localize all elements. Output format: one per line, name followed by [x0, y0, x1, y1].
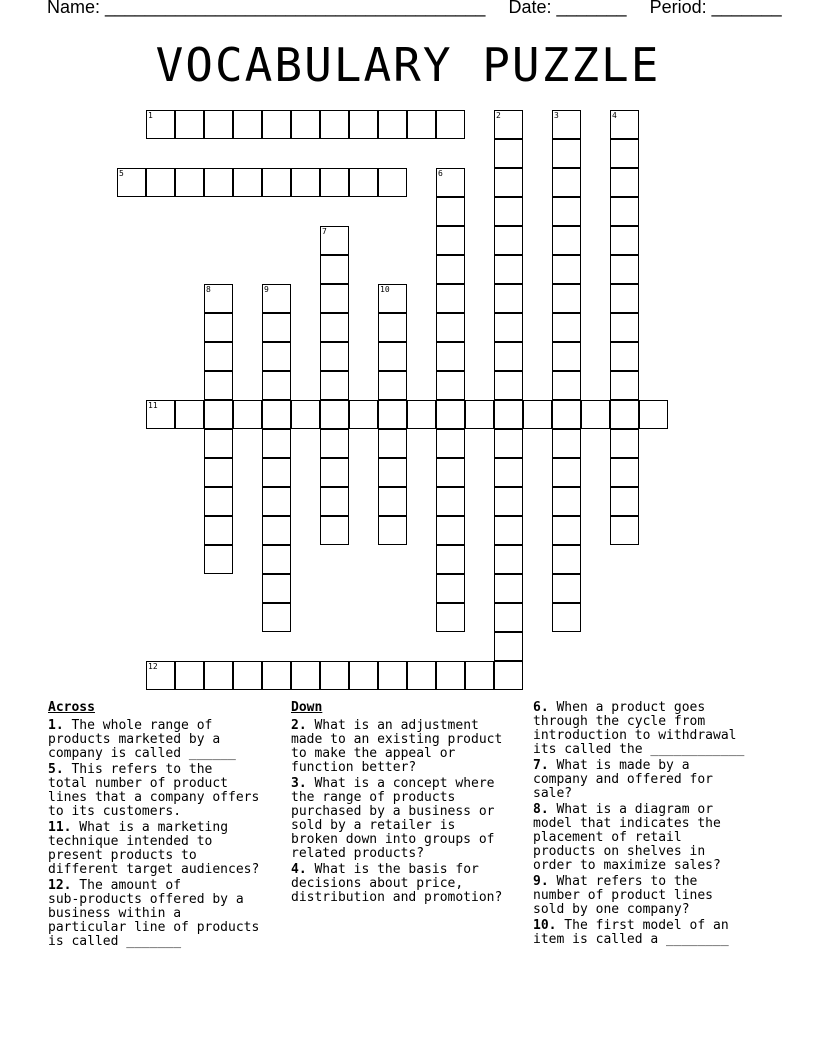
down-clue: [533, 759, 773, 801]
grid-cell[interactable]: [436, 400, 465, 429]
clue-number: 5: [119, 169, 124, 178]
grid-cell[interactable]: [378, 429, 407, 458]
grid-cell[interactable]: [610, 516, 639, 545]
grid-cell[interactable]: [349, 400, 378, 429]
grid-cell[interactable]: [552, 226, 581, 255]
page-title: VOCABULARY PUZZLE: [155, 38, 661, 92]
grid-cell[interactable]: [204, 168, 233, 197]
grid-cell[interactable]: [233, 661, 262, 690]
grid-cell[interactable]: [494, 371, 523, 400]
grid-cell[interactable]: [552, 603, 581, 632]
grid-cell[interactable]: [262, 545, 291, 574]
grid-cell[interactable]: [494, 139, 523, 168]
grid-cell[interactable]: [436, 429, 465, 458]
grid-cell[interactable]: [552, 168, 581, 197]
grid-cell[interactable]: [436, 458, 465, 487]
grid-cell[interactable]: [436, 197, 465, 226]
grid-cell[interactable]: [320, 284, 349, 313]
grid-cell[interactable]: [523, 400, 552, 429]
grid-cell[interactable]: [552, 458, 581, 487]
grid-cell[interactable]: [407, 110, 436, 139]
grid-cell[interactable]: [552, 255, 581, 284]
grid-cell[interactable]: [320, 313, 349, 342]
grid-cell[interactable]: [494, 429, 523, 458]
grid-cell[interactable]: [320, 110, 349, 139]
grid-cell[interactable]: [291, 168, 320, 197]
grid-cell[interactable]: [494, 226, 523, 255]
grid-cell[interactable]: [378, 458, 407, 487]
grid-cell[interactable]: [262, 429, 291, 458]
grid-cell[interactable]: [320, 342, 349, 371]
grid-cell[interactable]: [320, 168, 349, 197]
grid-cell[interactable]: [320, 516, 349, 545]
grid-cell[interactable]: [552, 487, 581, 516]
grid-cell[interactable]: [494, 400, 523, 429]
clue-number: 3.: [291, 776, 307, 791]
grid-cell[interactable]: [494, 574, 523, 603]
across-clue: [48, 719, 284, 761]
grid-cell[interactable]: [320, 458, 349, 487]
grid-cell[interactable]: [378, 371, 407, 400]
grid-cell[interactable]: [494, 313, 523, 342]
grid-cell[interactable]: [436, 661, 465, 690]
grid-cell[interactable]: [494, 487, 523, 516]
clue-text: The amount of sub-products offered by a business within a particular line of products is called _______: [48, 878, 260, 949]
down-clue: [533, 701, 773, 757]
grid-cell[interactable]: [436, 284, 465, 313]
clue-text: When a product goes through the cycle from introduction to withdrawal its called the ____________: [533, 700, 745, 757]
grid-cell[interactable]: [639, 400, 668, 429]
clue-number: 1: [148, 111, 153, 120]
grid-cell[interactable]: [204, 661, 233, 690]
grid-cell[interactable]: [378, 342, 407, 371]
grid-cell[interactable]: [494, 342, 523, 371]
grid-cell[interactable]: [494, 168, 523, 197]
grid-cell[interactable]: [262, 342, 291, 371]
grid-cell[interactable]: [378, 168, 407, 197]
grid-cell[interactable]: [262, 603, 291, 632]
grid-cell[interactable]: [552, 284, 581, 313]
grid-cell[interactable]: [349, 110, 378, 139]
grid-cell[interactable]: [320, 255, 349, 284]
clue-number: 12.: [48, 878, 72, 893]
grid-cell[interactable]: [610, 371, 639, 400]
down-heading: Down: [291, 700, 323, 715]
down-clue: [533, 803, 773, 873]
clue-number: 6.: [533, 700, 549, 715]
grid-cell[interactable]: [204, 487, 233, 516]
grid-cell[interactable]: [262, 313, 291, 342]
grid-cell[interactable]: [610, 284, 639, 313]
grid-cell[interactable]: [291, 110, 320, 139]
grid-cell[interactable]: [233, 110, 262, 139]
grid-cell[interactable]: [262, 487, 291, 516]
clue-number: 9.: [533, 874, 549, 889]
grid-cell[interactable]: [436, 545, 465, 574]
grid-cell[interactable]: [291, 400, 320, 429]
date-field: Date: _______: [508, 0, 627, 17]
clue-number: 8: [206, 285, 211, 294]
grid-cell[interactable]: [436, 342, 465, 371]
grid-cell[interactable]: [204, 516, 233, 545]
grid-cell[interactable]: [204, 458, 233, 487]
across-clue: [48, 821, 284, 877]
grid-cell[interactable]: [610, 226, 639, 255]
grid-cell[interactable]: [552, 400, 581, 429]
clue-text: What refers to the number of product lines sold by one company?: [533, 874, 714, 917]
clue-number: 2.: [291, 718, 307, 733]
grid-cell[interactable]: [581, 400, 610, 429]
grid-cell[interactable]: [610, 400, 639, 429]
grid-cell[interactable]: [610, 313, 639, 342]
grid-cell[interactable]: [378, 110, 407, 139]
down-clues-continued: [533, 701, 773, 949]
grid-cell[interactable]: [175, 168, 204, 197]
grid-cell[interactable]: [610, 458, 639, 487]
clue-text: The whole range of products marketed by a company is called ______: [48, 718, 236, 761]
grid-cell[interactable]: [610, 487, 639, 516]
grid-cell[interactable]: [494, 545, 523, 574]
grid-cell[interactable]: [465, 661, 494, 690]
grid-cell[interactable]: [552, 139, 581, 168]
grid-cell[interactable]: [378, 487, 407, 516]
grid-cell[interactable]: [407, 661, 436, 690]
clue-number: 11: [148, 401, 158, 410]
clue-number: 4: [612, 111, 617, 120]
grid-cell[interactable]: [465, 400, 494, 429]
grid-cell[interactable]: [436, 226, 465, 255]
grid-cell[interactable]: [552, 574, 581, 603]
clue-text: This refers to the total number of product lines that a company offers to its customers.: [48, 762, 260, 819]
clue-text: What is made by a company and offered for sale?: [533, 758, 714, 801]
clue-number: 6: [438, 169, 443, 178]
grid-cell[interactable]: [204, 545, 233, 574]
grid-cell[interactable]: [407, 400, 436, 429]
grid-cell[interactable]: [349, 661, 378, 690]
grid-cell[interactable]: [378, 400, 407, 429]
grid-cell[interactable]: [436, 255, 465, 284]
grid-cell[interactable]: [262, 371, 291, 400]
grid-cell[interactable]: [436, 516, 465, 545]
clue-number: 10: [380, 285, 390, 294]
grid-cell[interactable]: [146, 168, 175, 197]
grid-cell[interactable]: [494, 458, 523, 487]
clue-text: What is the basis for decisions about price, distribution and promotion?: [291, 862, 503, 905]
grid-cell[interactable]: [262, 110, 291, 139]
grid-cell[interactable]: [262, 400, 291, 429]
grid-cell[interactable]: [552, 342, 581, 371]
grid-cell[interactable]: [378, 661, 407, 690]
clue-number: 9: [264, 285, 269, 294]
grid-cell[interactable]: [494, 632, 523, 661]
grid-cell[interactable]: [204, 342, 233, 371]
down-clue: [291, 863, 527, 905]
down-clue: [533, 875, 773, 917]
clue-text: What is a marketing technique intended to present products to different target audiences?: [48, 820, 260, 877]
grid-cell[interactable]: [204, 371, 233, 400]
grid-cell[interactable]: [262, 458, 291, 487]
grid-cell[interactable]: [320, 429, 349, 458]
clue-number: 3: [554, 111, 559, 120]
grid-cell[interactable]: [436, 110, 465, 139]
grid-cell[interactable]: [262, 168, 291, 197]
grid-cell[interactable]: [262, 516, 291, 545]
grid-cell[interactable]: [175, 661, 204, 690]
grid-cell[interactable]: [494, 284, 523, 313]
clue-text: What is a diagram or model that indicates the placement of retail products on shelves in order to maximize sales?: [533, 802, 721, 873]
across-clue: [48, 763, 284, 819]
down-clues: [291, 701, 527, 907]
grid-cell[interactable]: [494, 255, 523, 284]
down-clue: [291, 719, 527, 775]
grid-cell[interactable]: [320, 371, 349, 400]
grid-cell[interactable]: [204, 400, 233, 429]
grid-cell[interactable]: [436, 313, 465, 342]
grid-cell[interactable]: [552, 545, 581, 574]
clue-number: 11.: [48, 820, 72, 835]
grid-cell[interactable]: [204, 313, 233, 342]
grid-cell[interactable]: [378, 313, 407, 342]
clue-number: 8.: [533, 802, 549, 817]
grid-cell[interactable]: [552, 516, 581, 545]
across-clue: [48, 879, 284, 949]
grid-cell[interactable]: [320, 661, 349, 690]
grid-cell[interactable]: [349, 168, 378, 197]
grid-cell[interactable]: [436, 603, 465, 632]
clue-number: 7: [322, 227, 327, 236]
grid-cell[interactable]: [204, 429, 233, 458]
grid-cell[interactable]: [175, 110, 204, 139]
grid-cell[interactable]: [378, 516, 407, 545]
clue-number: 10.: [533, 918, 557, 933]
grid-cell[interactable]: [610, 139, 639, 168]
grid-cell[interactable]: [320, 400, 349, 429]
grid-cell[interactable]: [436, 574, 465, 603]
across-heading: Across: [48, 700, 95, 715]
grid-cell[interactable]: [610, 429, 639, 458]
period-field: Period: _______: [649, 0, 782, 17]
clue-number: 2: [496, 111, 501, 120]
clue-text: What is an adjustment made to an existing product to make the appeal or function better?: [291, 718, 503, 775]
clue-number: 4.: [291, 862, 307, 877]
grid-cell[interactable]: [552, 371, 581, 400]
across-clues: [48, 701, 284, 951]
clue-number: 1.: [48, 718, 64, 733]
clue-text: The first model of an item is called a ________: [533, 918, 729, 947]
grid-cell[interactable]: [610, 197, 639, 226]
name-field: Name: ______________________________________: [47, 0, 486, 17]
grid-cell[interactable]: [494, 603, 523, 632]
down-clue: [291, 777, 527, 861]
grid-cell[interactable]: [262, 574, 291, 603]
grid-cell[interactable]: [610, 342, 639, 371]
clue-text: What is a concept where the range of products purchased by a business or sold by a retailer is broken down into groups of related products?: [291, 776, 495, 861]
grid-cell[interactable]: [494, 197, 523, 226]
grid-cell[interactable]: [175, 400, 204, 429]
grid-cell[interactable]: [262, 661, 291, 690]
grid-cell[interactable]: [436, 371, 465, 400]
grid-cell[interactable]: [552, 197, 581, 226]
clue-number: 12: [148, 662, 158, 671]
down-clue: [533, 919, 773, 947]
grid-cell[interactable]: [552, 429, 581, 458]
grid-cell[interactable]: [494, 661, 523, 690]
grid-cell[interactable]: [320, 487, 349, 516]
grid-cell[interactable]: [552, 313, 581, 342]
clue-number: 5.: [48, 762, 64, 777]
grid-cell[interactable]: [204, 110, 233, 139]
grid-cell[interactable]: [494, 516, 523, 545]
grid-cell[interactable]: [291, 661, 320, 690]
grid-cell[interactable]: [436, 487, 465, 516]
grid-cell[interactable]: [233, 168, 262, 197]
grid-cell[interactable]: [610, 255, 639, 284]
grid-cell[interactable]: [233, 400, 262, 429]
clue-number: 7.: [533, 758, 549, 773]
grid-cell[interactable]: [610, 168, 639, 197]
